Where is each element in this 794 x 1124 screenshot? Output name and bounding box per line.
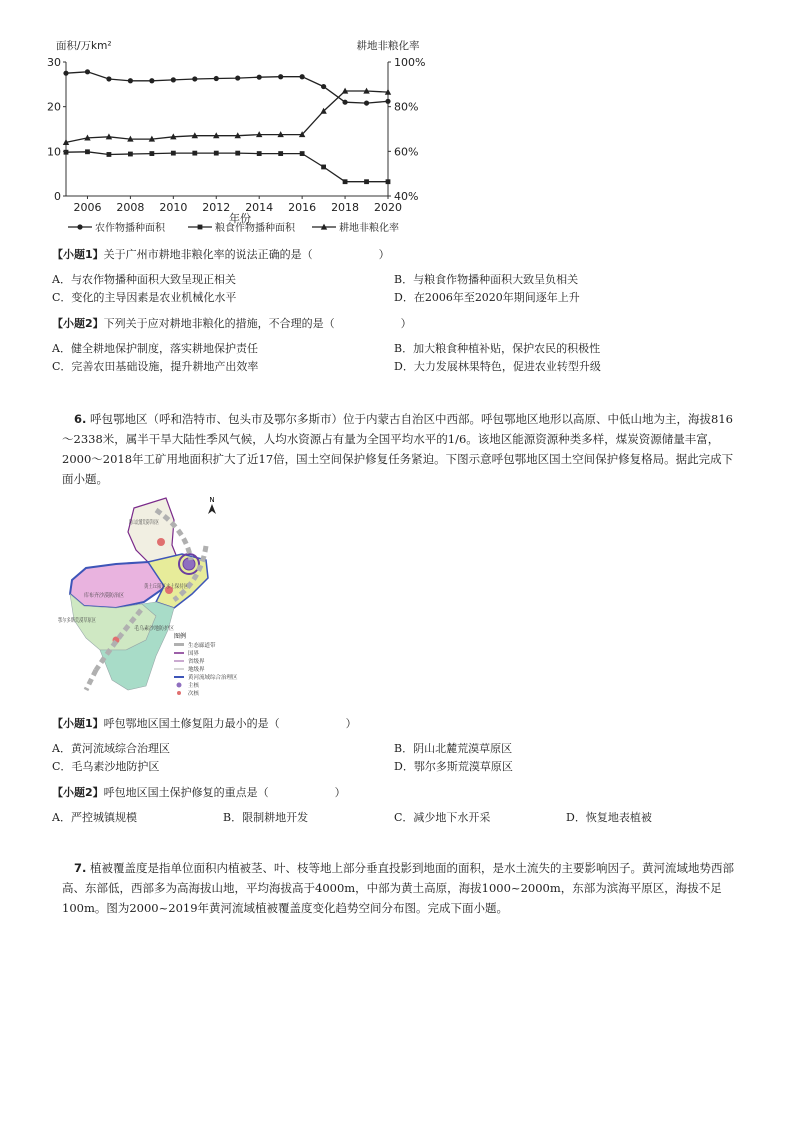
q6-sub2-text: 呼包地区国土保护修复的重点是（ ） bbox=[103, 786, 346, 799]
map-legend-item: 次核 bbox=[188, 691, 200, 697]
q5-sub1-option-b[interactable]: B．与粮食作物播种面积大致呈负相关 bbox=[394, 273, 579, 286]
series-2-point bbox=[321, 165, 326, 170]
right-tick-label: 40% bbox=[394, 190, 419, 203]
series-1-point bbox=[385, 99, 390, 104]
series-2-point bbox=[278, 151, 283, 156]
right-axis-label: 耕地非粮化率 bbox=[356, 40, 420, 52]
hubao-map-figure bbox=[56, 490, 276, 705]
map-legend-item: 地级界 bbox=[188, 667, 205, 673]
series-2-point bbox=[300, 151, 305, 156]
map-legend-item: 主核 bbox=[188, 683, 200, 689]
x-tick-label: 2020 bbox=[374, 201, 402, 214]
series-2-point bbox=[171, 151, 176, 156]
series-1-point bbox=[192, 76, 197, 81]
q6-sub1-option-a[interactable]: A．黄河流域综合治理区 bbox=[52, 742, 170, 755]
legend-label: 农作物播种面积 bbox=[95, 223, 165, 234]
series-1-point bbox=[128, 78, 133, 83]
legend-marker bbox=[77, 224, 82, 229]
q6-sub1-option-b[interactable]: B．阴山北麓荒漠草原区 bbox=[394, 742, 513, 755]
series-1-point bbox=[235, 75, 240, 80]
north-arrow-icon bbox=[208, 504, 216, 514]
dual-axis-line-chart bbox=[40, 34, 440, 240]
series-2-point bbox=[107, 152, 112, 157]
map-region-label-loess: 黄土丘陵区水土保持区 bbox=[144, 584, 200, 590]
q6-sub1-option-c[interactable]: C．毛乌素沙地防护区 bbox=[52, 760, 160, 773]
x-axis-label: 年份 bbox=[229, 212, 251, 225]
q5-sub2-prefix: 【小题2】 bbox=[52, 317, 104, 330]
q6-paragraph bbox=[62, 409, 742, 489]
legend-label: 粮食作物播种面积 bbox=[215, 223, 295, 234]
series-2-point bbox=[128, 152, 133, 157]
series-2-point bbox=[235, 151, 240, 156]
series-1-point bbox=[342, 100, 347, 105]
series-1-point bbox=[149, 78, 154, 83]
q5-sub2-option-d[interactable]: D．大力发展林果特色，促进农业转型升级 bbox=[394, 360, 601, 373]
q5-sub1-prefix: 【小题1】 bbox=[52, 248, 104, 261]
series-2-point bbox=[85, 149, 90, 154]
map-legend bbox=[174, 641, 238, 697]
left-axis-label: 面积/万km² bbox=[56, 40, 112, 52]
series-2-point bbox=[257, 151, 262, 156]
q6-sub1-text: 呼包鄂地区国土修复阻力最小的是（ ） bbox=[103, 717, 357, 730]
series-2-point bbox=[149, 151, 154, 156]
map-legend-item: 生态廊道带 bbox=[188, 643, 216, 649]
series-1-point bbox=[321, 84, 326, 89]
map-region-label-yinshan: 阴山北麓荒漠草原区 bbox=[129, 520, 179, 526]
series-2-point bbox=[386, 179, 391, 184]
x-tick-label: 2008 bbox=[116, 201, 145, 214]
q7-number: 7. bbox=[74, 861, 87, 875]
series-1-point bbox=[257, 75, 262, 80]
right-tick-label: 60% bbox=[394, 145, 419, 159]
q7-paragraph bbox=[62, 858, 742, 918]
q5-sub1-option-a[interactable]: A．与农作物播种面积大致呈现正相关 bbox=[52, 273, 236, 286]
q6-sub2-prefix: 【小题2】 bbox=[52, 786, 104, 799]
q6-sub1-option-d[interactable]: D．鄂尔多斯荒漠草原区 bbox=[394, 760, 513, 773]
q6-sub2-option-b[interactable]: B．限制耕地开发 bbox=[223, 811, 309, 824]
x-tick-label: 2018 bbox=[331, 201, 360, 214]
series-2-point bbox=[64, 150, 69, 155]
series-1-point bbox=[171, 77, 176, 82]
x-tick-label: 2014 bbox=[245, 201, 274, 214]
q6-text: 呼包鄂地区（呼和浩特市、包头市及鄂尔多斯市）位于内蒙古自治区中西部。呼包鄂地区地形以高原、中低山地为主，海拔816～2338米，属半干旱大陆性季风气候，人均水资源占有量为全国平均水平的1/6。该地区能源资源种类多样，煤炭资源储量丰富，2000～2018年工矿用地面积扩大了近17倍，国土空间保护修复任务紧迫。下图示意呼包鄂地区国土空间保护修复格局。据此完成下面小题。 bbox=[62, 412, 734, 486]
series-2-point bbox=[343, 179, 348, 184]
q6-sub2-question bbox=[52, 784, 346, 800]
left-tick-label: 0 bbox=[54, 190, 61, 203]
legend-label: 耕地非粮化率 bbox=[339, 223, 399, 234]
q6-number: 6. bbox=[74, 412, 87, 426]
q5-sub2-question bbox=[52, 315, 412, 331]
q5-sub2-text: 下列关于应对耕地非粮化的措施，不合理的是（ ） bbox=[103, 317, 412, 330]
series-1-point bbox=[85, 69, 90, 74]
map-region-label-kubuqi: 库布齐沙漠防治区 bbox=[84, 593, 129, 599]
series-1-point bbox=[106, 76, 111, 81]
series-line-2 bbox=[66, 152, 388, 182]
legend-marker bbox=[198, 225, 203, 230]
q6-sub2-option-d[interactable]: D．恢复地表植被 bbox=[566, 811, 652, 824]
left-tick-label: 10 bbox=[47, 145, 61, 159]
x-tick-label: 2012 bbox=[202, 201, 231, 214]
x-tick-label: 2010 bbox=[159, 201, 188, 214]
series-1-point bbox=[63, 71, 68, 76]
left-tick-label: 20 bbox=[47, 100, 61, 114]
series-1-point bbox=[364, 100, 369, 105]
q5-sub2-option-b[interactable]: B．加大粮食种植补贴，保护农民的积极性 bbox=[394, 342, 601, 355]
left-tick-label: 30 bbox=[47, 56, 61, 69]
series-1-point bbox=[300, 74, 305, 79]
map-legend-item: 省级界 bbox=[188, 659, 205, 665]
q5-sub2-option-c[interactable]: C．完善农田基础设施，提升耕地产出效率 bbox=[52, 360, 259, 373]
q5-sub1-text: 关于广州市耕地非粮化率的说法正确的是（ ） bbox=[103, 248, 390, 261]
series-2-point bbox=[192, 151, 197, 156]
map-region-label-ordos: 鄂尔多斯荒漠草原区 bbox=[58, 618, 108, 624]
q6-sub1-question bbox=[52, 715, 357, 731]
q5-sub1-option-c[interactable]: C．变化的主导因素是农业机械化水平 bbox=[52, 291, 237, 304]
series-2-point bbox=[364, 179, 369, 184]
north-label: N bbox=[209, 496, 215, 504]
q5-sub2-option-a[interactable]: A．健全耕地保护制度，落实耕地保护责任 bbox=[52, 342, 258, 355]
map-legend-title: 图例 bbox=[174, 633, 187, 640]
q6-sub2-option-a[interactable]: A．严控城镇规模 bbox=[52, 811, 137, 824]
series-1-point bbox=[214, 76, 219, 81]
x-tick-label: 2016 bbox=[288, 201, 317, 214]
q6-sub2-option-c[interactable]: C．减少地下水开采 bbox=[394, 811, 491, 824]
right-tick-label: 80% bbox=[394, 100, 419, 114]
chart-legend bbox=[68, 221, 399, 234]
right-tick-label: 100% bbox=[394, 56, 426, 69]
series-1-point bbox=[278, 74, 283, 79]
map-region-label-muus: 毛乌素沙地防护区 bbox=[134, 626, 179, 632]
q5-sub1-option-d[interactable]: D．在2006年至2020年期间逐年上升 bbox=[394, 291, 580, 304]
series-2-point bbox=[214, 151, 219, 156]
map-legend-item: 黄河流域综合治理区 bbox=[188, 675, 238, 681]
map-legend-item: 国界 bbox=[188, 651, 200, 657]
x-tick-label: 2006 bbox=[73, 201, 102, 214]
series-line-1 bbox=[66, 72, 388, 103]
q7-text: 植被覆盖度是指单位面积内植被茎、叶、枝等地上部分垂直投影到地面的面积，是水土流失的主要影响因子。黄河流域地势西部高、东部低，西部多为高海拔山地，平均海拔高于4000m，中部为黄土高原，海拔1000~2000m，东部为滨海平原区，海拔不足100m。图为2000~2019年黄河流域植被覆盖度变化趋势空间分布图。完成下面小题。 bbox=[62, 861, 735, 915]
q5-sub1-question bbox=[52, 246, 390, 262]
q6-sub1-prefix: 【小题1】 bbox=[52, 717, 104, 730]
